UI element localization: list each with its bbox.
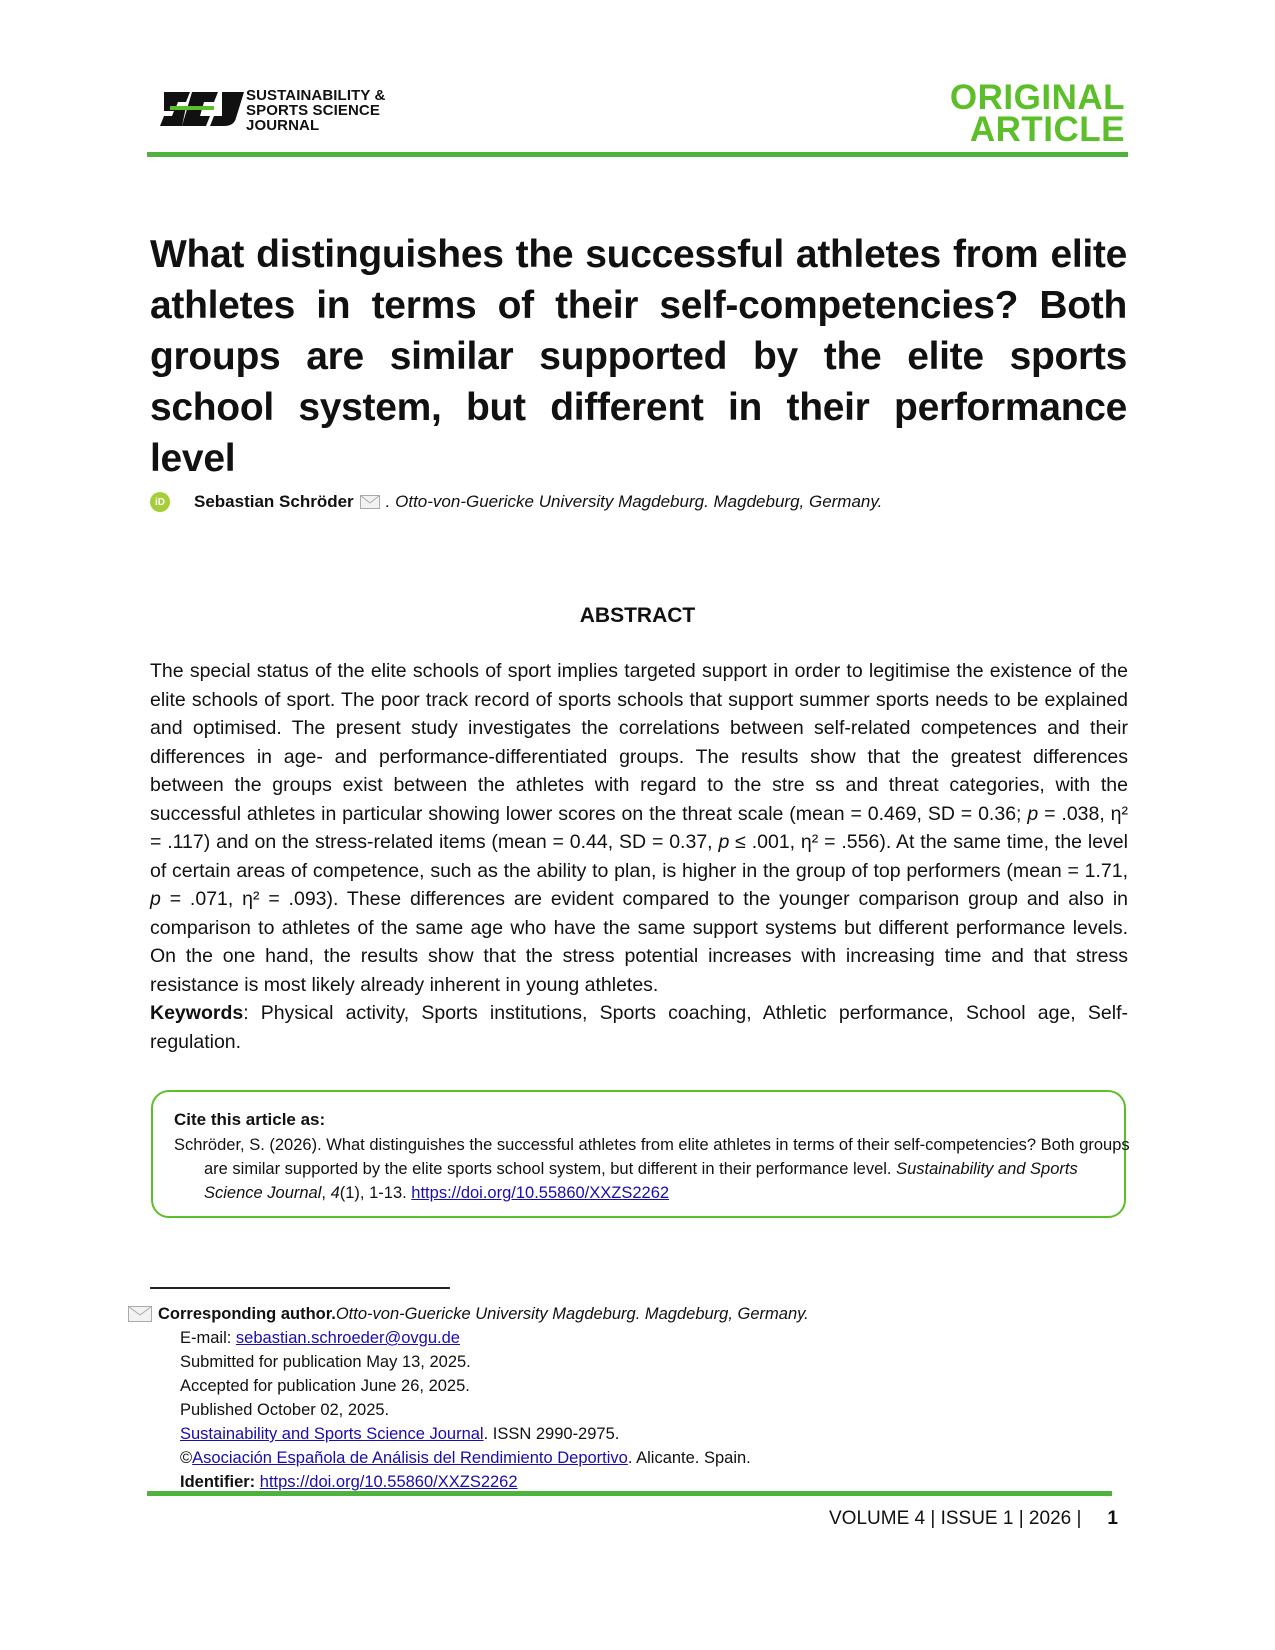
page-footer	[829, 1508, 1118, 1530]
citation-text: (1), 1-13.	[339, 1184, 412, 1202]
citation-journal: Sustainability and Sports Science Journal	[204, 1160, 1078, 1202]
cite-heading: Cite this article as:	[174, 1110, 326, 1129]
email-label: E-mail:	[180, 1329, 236, 1347]
issn: . ISSN 2990-2975.	[483, 1425, 620, 1443]
journal-name	[246, 88, 385, 133]
header-divider	[147, 152, 1128, 157]
journal-link[interactable]: Sustainability and Sports Science Journal	[180, 1425, 484, 1443]
published-date: Published October 02, 2025.	[180, 1401, 390, 1419]
copyright-symbol: ©	[180, 1449, 193, 1467]
citation-volume: 4	[330, 1184, 340, 1202]
page-number: 1	[1107, 1508, 1118, 1529]
author-affiliation: . Otto-von-Guericke University Magdeburg. Magdeburg, Germany.	[385, 492, 883, 511]
journal-line	[128, 1422, 809, 1446]
author-line	[150, 492, 882, 512]
orcid-icon[interactable]: iD	[150, 492, 170, 512]
citation-text: ,	[321, 1184, 331, 1202]
journal-name-line: SUSTAINABILITY &	[246, 87, 386, 104]
email-link[interactable]: sebastian.schroeder@ovgu.de	[235, 1329, 460, 1347]
journal-name-line: JOURNAL	[246, 117, 320, 134]
volume-info: VOLUME 4 | ISSUE 1 | 2026 |	[829, 1508, 1082, 1529]
keywords-list: : Physical activity, Sports institutions, Sports coaching, Athletic performance, School age, Self-regulation.	[150, 1002, 1128, 1053]
abstract-heading: ABSTRACT	[579, 604, 696, 627]
abstract-body	[150, 657, 1128, 1056]
abstract-text: p	[718, 831, 730, 853]
footnote-divider	[150, 1287, 450, 1289]
article-type-line: ARTICLE	[969, 110, 1125, 149]
abstract-paragraph	[150, 657, 1128, 999]
author-name: Sebastian Schröder	[194, 492, 354, 511]
citation-text: Schröder, S. (2026). What distinguishes the successful athletes from elite athletes in terms of their self-competencies? Both groups are similar supported by the elite sports school system, but different in their performance level.	[174, 1136, 1130, 1178]
email-line	[128, 1326, 809, 1350]
publisher-place: . Alicante. Spain.	[627, 1449, 751, 1467]
abstract-text: The special status of the elite schools of sport implies targeted support in order to legitimise the existence of the elite schools of sport. The poor track record of sports schools that support summer sports needs to be explained and optimised. The present study investigates the correlations between self-related competences and their differences in age- and performance-differentiated groups. The results show that the greatest differences between the groups exist between the athletes with regard to the stre ss and threat categories, with the successful athletes in particular showing lower scores on the threat scale (mean = 0.469, SD = 0.36;	[150, 660, 1128, 825]
keywords-label: Keywords	[150, 1002, 244, 1024]
article-type-label	[949, 78, 1125, 149]
abstract-text: p	[150, 888, 161, 910]
mail-icon[interactable]	[360, 495, 380, 509]
mail-icon	[128, 1306, 152, 1322]
abstract-text: = .071, η² = .093). These differences are evident compared to the younger comparison group and also in comparison to athletes of the same age who have the same support systems but different performance levels. On the one hand, the results show that the stress potential increases with increasing time and that stress resistance is most likely already inherent in young athletes.	[150, 888, 1128, 996]
identifier-label: Identifier:	[180, 1473, 256, 1491]
corresponding-label: Corresponding author.	[158, 1305, 336, 1323]
accepted-date: Accepted for publication June 26, 2025.	[180, 1377, 470, 1395]
abstract-text: = .038, η² = .117) and on the stress-related items (mean = 0.44, SD = 0.37,	[150, 802, 1129, 853]
copyright-line	[128, 1446, 809, 1470]
publisher-link[interactable]: Asociación Española de Análisis del Rendimiento Deportivo	[192, 1449, 628, 1467]
identifier-link[interactable]: https://doi.org/10.55860/XXZS2262	[259, 1473, 518, 1491]
abstract-text: ≤ .001, η² = .556). At the same time, the level of certain areas of competence, such as the ability to plan, is higher in the group of top performers (mean = 1.71,	[150, 831, 1128, 882]
article-title: What distinguishes the successful athletes from elite athletes in terms of their self-competencies? Both groups are similar supported by the elite sports school system, but different in their performance level	[150, 233, 1127, 480]
citation	[174, 1133, 1139, 1205]
abstract-text: p	[1027, 802, 1039, 825]
footer-divider	[147, 1491, 1112, 1496]
footnote	[128, 1302, 809, 1494]
journal-name-line: SPORTS SCIENCE	[246, 102, 380, 119]
corresponding-affiliation: Otto-von-Guericke University Magdeburg. Magdeburg, Germany.	[335, 1305, 809, 1323]
citation-doi-link[interactable]: https://doi.org/10.55860/XXZS2262	[411, 1184, 670, 1202]
submitted-date: Submitted for publication May 13, 2025.	[180, 1353, 471, 1371]
keywords	[150, 999, 1128, 1056]
corresponding-author	[128, 1302, 809, 1326]
article-type-line: ORIGINAL	[949, 78, 1125, 117]
journal-logo-mark	[160, 88, 244, 130]
